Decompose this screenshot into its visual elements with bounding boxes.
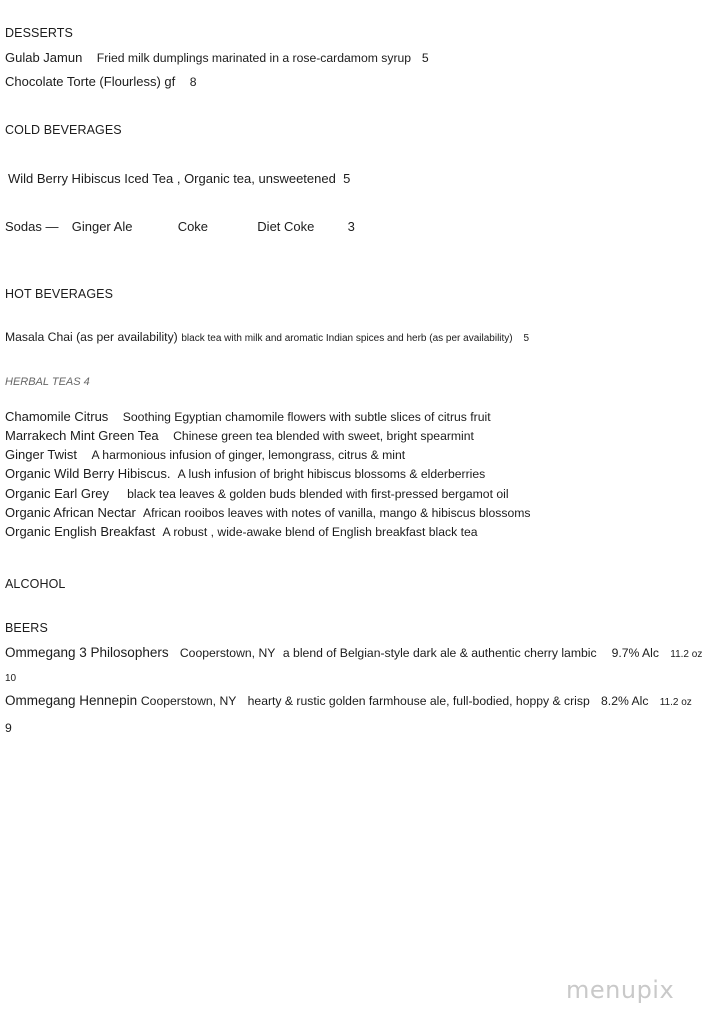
alcohol-heading: ALCOHOL (5, 577, 66, 591)
item-abv: 9.7% Alc (611, 646, 659, 660)
sodas-item (5, 220, 355, 233)
item-name: Chamomile Citrus (5, 409, 109, 424)
item-name: Ommegang Hennepin (5, 693, 138, 708)
item-description: A lush infusion of bright hibiscus blossoms & elderberries (177, 467, 486, 481)
item-name: Ginger Twist (5, 447, 78, 462)
item-name: Chocolate Torte (Flourless) gf (5, 74, 176, 89)
item-description: A robust , wide-awake blend of English breakfast black tea (162, 525, 478, 539)
masala-chai-item (5, 330, 529, 344)
beer-item (5, 646, 702, 660)
herbal-tea-item (5, 429, 474, 442)
item-price: 5 (343, 171, 351, 186)
soda-option: Coke (177, 219, 209, 234)
herbal-tea-item (5, 448, 405, 461)
item-price: 8 (189, 75, 197, 89)
item-name: Marrakech Mint Green Tea (5, 428, 159, 443)
item-price: 3 (347, 219, 355, 234)
item-name: Ommegang 3 Philosophers (5, 645, 169, 660)
item-size: 11.2 oz (670, 649, 703, 660)
item-name: Organic Earl Grey (5, 486, 110, 501)
item-description: Soothing Egyptian chamomile flowers with subtle slices of citrus fruit (122, 410, 491, 424)
item-price: 5 (523, 333, 530, 344)
dessert-item (5, 75, 197, 88)
item-name: Organic Wild Berry Hibiscus. (5, 466, 171, 481)
item-abv: 8.2% Alc (601, 694, 649, 708)
item-name: Wild Berry Hibiscus Iced Tea (8, 171, 174, 186)
item-description: Fried milk dumplings marinated in a rose-cardamom syrup (96, 51, 412, 65)
herbal-tea-item (5, 410, 491, 423)
soda-option: Diet Coke (257, 219, 315, 234)
sodas-label: Sodas — (5, 219, 59, 234)
herbal-teas-heading: HERBAL TEAS 4 (5, 376, 90, 388)
item-price: 5 (421, 51, 429, 65)
soda-option: Ginger Ale (71, 219, 133, 234)
beers-heading: BEERS (5, 621, 48, 635)
beer-item (5, 694, 692, 708)
desserts-heading: DESSERTS (5, 26, 73, 40)
item-description: black tea with milk and aromatic Indian spices and herb (as per availability) (181, 333, 513, 344)
herbal-tea-item (5, 467, 485, 480)
item-description: Chinese green tea blended with sweet, bright spearmint (173, 429, 474, 443)
item-description: , Organic tea, unsweetened (176, 171, 336, 186)
item-name: Organic English Breakfast (5, 524, 156, 539)
item-name: Masala Chai (as per availability) (5, 330, 178, 344)
item-description: a blend of Belgian-style dark ale & authentic cherry lambic (282, 646, 597, 660)
item-description: African rooibos leaves with notes of vanilla, mango & hibiscus blossoms (143, 506, 531, 520)
item-origin: Cooperstown, NY (179, 646, 276, 660)
herbal-tea-item (5, 487, 509, 500)
item-price: 10 (5, 673, 17, 684)
cold-beverages-heading: COLD BEVERAGES (5, 123, 122, 137)
item-name: Gulab Jamun (5, 50, 83, 65)
hot-beverages-heading: HOT BEVERAGES (5, 287, 114, 301)
item-origin: Cooperstown, NY (140, 694, 237, 708)
menupix-watermark: menupix (566, 976, 675, 1004)
item-description: A harmonious infusion of ginger, lemongrass, citrus & mint (91, 448, 406, 462)
iced-tea-item (8, 172, 350, 185)
item-price: 9 (5, 721, 12, 735)
herbal-tea-item (5, 525, 478, 538)
herbal-tea-item (5, 506, 531, 519)
item-name: Organic African Nectar (5, 505, 136, 520)
dessert-item (5, 51, 429, 64)
item-description: black tea leaves & golden buds blended with first-pressed bergamot oil (127, 487, 509, 501)
item-description: hearty & rustic golden farmhouse ale, full-bodied, hoppy & crisp (247, 694, 590, 708)
item-size: 11.2 oz (659, 697, 692, 708)
